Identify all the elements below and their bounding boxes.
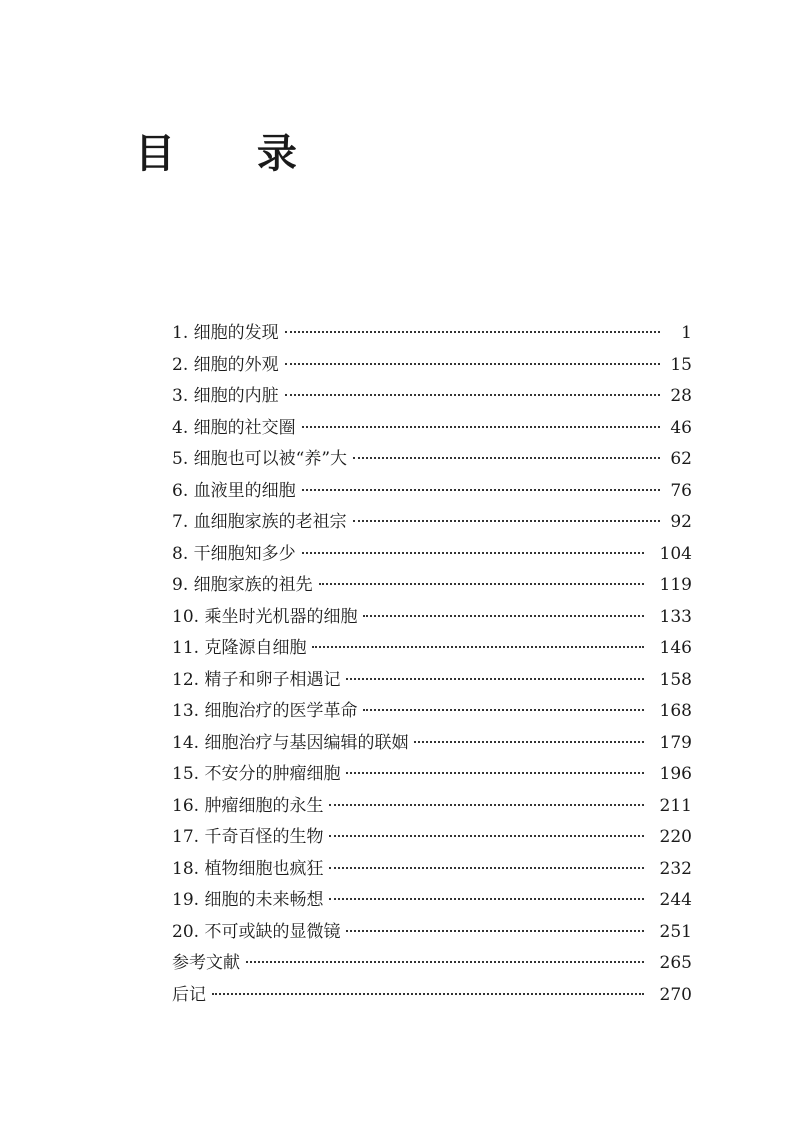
dot-leader [329,867,644,869]
toc-entry-title: 5. 细胞也可以被“养”大 [172,449,348,469]
dot-leader [246,961,644,963]
dot-leader [363,709,644,711]
toc-entry[interactable] [172,948,692,980]
toc-entry-title: 11. 克隆源自细胞 [172,638,307,658]
toc-entry-page-number: 1 [681,323,692,343]
dot-leader [302,489,660,491]
toc-entry[interactable] [172,728,692,760]
toc-entry-title: 1. 细胞的发现 [172,323,279,343]
toc-entry-title: 9. 细胞家族的祖先 [172,575,313,595]
toc-entry-title: 16. 肿瘤细胞的永生 [172,795,324,816]
toc-entry-page-number: 270 [659,984,692,1005]
toc-entry[interactable] [172,507,692,539]
table-of-contents [172,318,692,1011]
toc-entry-title: 3. 细胞的内脏 [172,386,279,406]
toc-entry-page-number: 76 [670,480,692,501]
toc-entry[interactable] [172,476,692,508]
toc-entry[interactable] [172,854,692,886]
toc-entry[interactable] [172,917,692,949]
toc-entry-title: 20. 不可或缺的显微镜 [172,921,341,942]
toc-entry[interactable] [172,791,692,823]
dot-leader [329,898,644,900]
toc-entry-page-number: 15 [670,354,692,375]
toc-entry[interactable] [172,696,692,728]
toc-entry[interactable] [172,759,692,791]
toc-entry-title: 12. 精子和卵子相遇记 [172,669,341,690]
toc-entry-title: 8. 干细胞知多少 [172,543,296,564]
toc-entry[interactable] [172,413,692,445]
toc-entry[interactable] [172,602,692,634]
toc-entry[interactable] [172,539,692,571]
toc-entry-title: 10. 乘坐时光机器的细胞 [172,606,358,627]
page-title: 目 录 [135,131,331,177]
toc-entry[interactable] [172,318,692,350]
toc-entry-title: 2. 细胞的外观 [172,354,279,375]
dot-leader [285,331,660,333]
toc-entry-title: 后记 [172,984,206,1005]
toc-entry-page-number: 196 [659,764,692,784]
toc-entry-title: 17. 千奇百怪的生物 [172,827,324,847]
dot-leader [302,426,660,428]
toc-entry-page-number: 168 [659,701,692,721]
toc-entry[interactable] [172,885,692,917]
toc-entry[interactable] [172,570,692,602]
toc-entry-page-number: 28 [670,386,692,406]
toc-entry[interactable] [172,822,692,854]
toc-entry[interactable] [172,633,692,665]
dot-leader [285,363,660,365]
toc-entry[interactable] [172,665,692,697]
toc-entry[interactable] [172,980,692,1012]
dot-leader [363,615,644,617]
toc-entry-page-number: 265 [659,953,692,973]
dot-leader [346,678,644,680]
toc-entry-title: 13. 细胞治疗的医学革命 [172,701,358,721]
toc-entry-title: 7. 血细胞家族的老祖宗 [172,512,347,532]
toc-entry-page-number: 46 [670,417,692,438]
toc-entry-title: 参考文献 [172,953,240,973]
toc-entry-page-number: 133 [659,606,692,627]
dot-leader [346,930,644,932]
dot-leader [319,583,644,585]
toc-entry[interactable] [172,381,692,413]
toc-entry-page-number: 92 [670,512,692,532]
toc-entry-title: 4. 细胞的社交圈 [172,417,296,438]
dot-leader [353,520,660,522]
dot-leader [329,804,644,806]
dot-leader [312,646,644,648]
toc-entry-page-number: 211 [659,795,692,816]
toc-entry-page-number: 179 [659,732,692,753]
dot-leader [212,993,644,995]
dot-leader [329,835,644,837]
toc-entry-title: 6. 血液里的细胞 [172,480,296,501]
toc-entry-page-number: 158 [659,669,692,690]
toc-entry-page-number: 62 [670,449,692,469]
toc-entry-title: 18. 植物细胞也疯狂 [172,858,324,879]
toc-entry-page-number: 251 [659,921,692,942]
toc-entry[interactable] [172,350,692,382]
toc-entry-page-number: 220 [659,827,692,847]
dot-leader [346,772,644,774]
toc-entry-page-number: 244 [659,890,692,910]
dot-leader [414,741,644,743]
dot-leader [353,457,660,459]
toc-entry-title: 19. 细胞的未来畅想 [172,890,324,910]
dot-leader [302,552,644,554]
toc-entry-page-number: 232 [659,858,692,879]
toc-entry-page-number: 104 [659,543,692,564]
toc-entry-page-number: 119 [659,575,692,595]
toc-entry-title: 15. 不安分的肿瘤细胞 [172,764,341,784]
toc-entry-page-number: 146 [659,638,692,658]
dot-leader [285,394,660,396]
toc-entry-title: 14. 细胞治疗与基因编辑的联姻 [172,732,409,753]
toc-entry[interactable] [172,444,692,476]
